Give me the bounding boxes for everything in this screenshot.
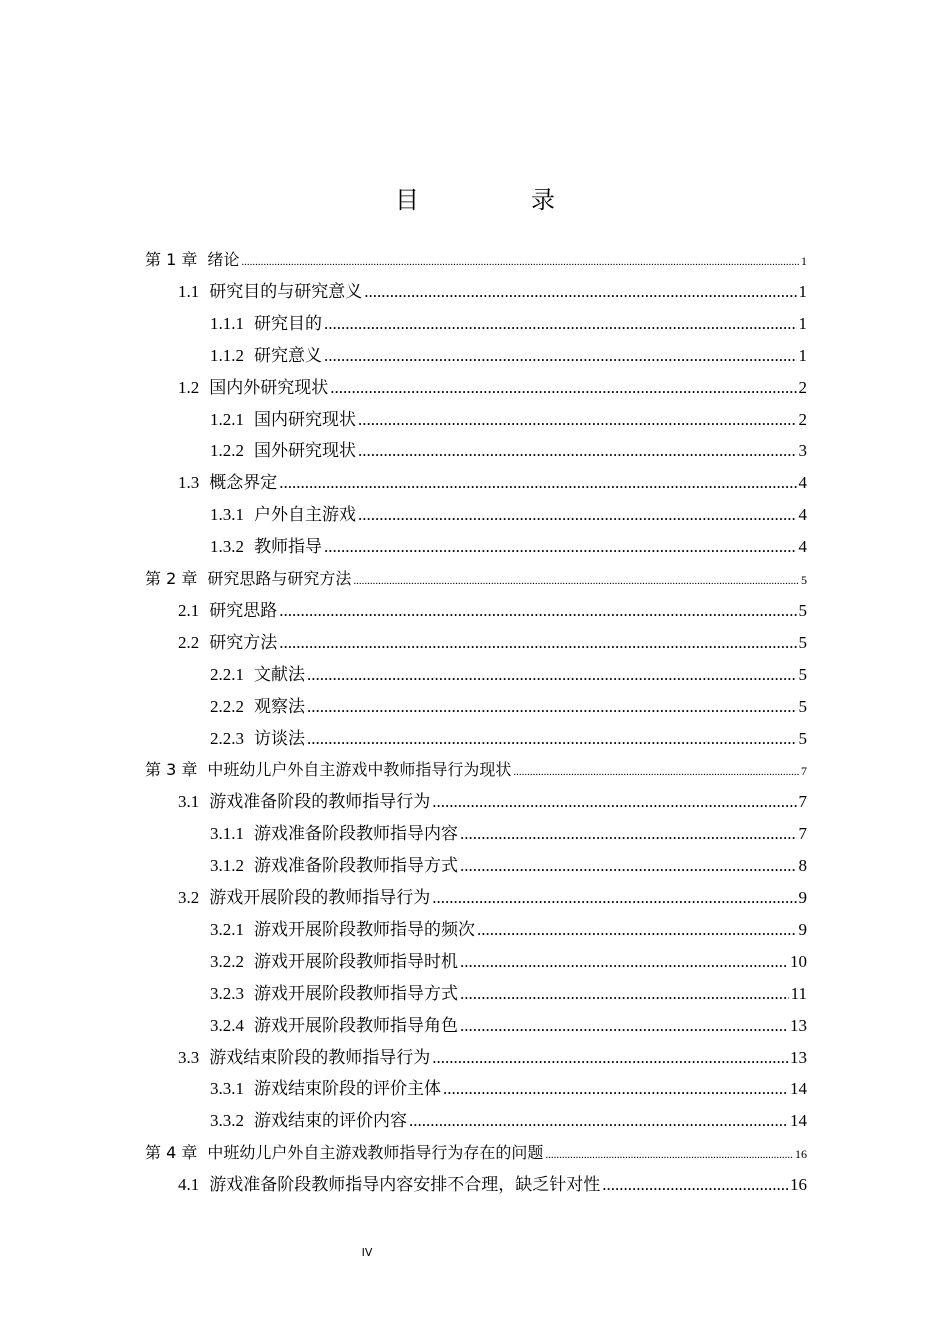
toc-entry-page: 13 [790,1047,807,1067]
toc-entry-title: 文献法 [254,664,305,684]
toc-entry-page: 1 [798,345,807,365]
toc-entry-page: 8 [798,856,807,876]
toc-entry-page: 9 [798,888,807,907]
toc-leader-dots [443,1073,788,1105]
toc-entry-number: 3.2.2 [210,951,244,971]
toc-entry-number: 3.3.2 [210,1111,244,1131]
toc-entry-page: 5 [798,600,807,620]
toc-entry-number: 1.3.2 [210,537,244,557]
toc-leader-dots [358,404,797,436]
toc-entry-number: 3.1.2 [210,856,244,876]
toc-entry[interactable] [210,659,807,691]
toc-entry-page: 10 [790,951,807,971]
toc-entry-page: 13 [790,1015,807,1035]
toc-entry-number: 3.2 [178,888,200,907]
toc-entry-number: 2.2.1 [210,664,244,684]
toc-leader-dots [358,435,797,467]
toc-leader-dots [279,627,796,659]
toc-entry-page: 4 [798,537,807,557]
toc-entry-page: 3 [798,441,807,461]
toc-entry[interactable] [178,467,807,499]
toc-entry-page: 5 [801,573,807,587]
toc-entry[interactable] [210,1073,807,1105]
toc-entry-number: 1.1.1 [210,313,244,333]
toc-leader-dots [324,340,797,372]
toc-entry[interactable] [178,627,807,659]
toc-entry-number: 第 3 章 [145,760,198,780]
toc-leader-dots [307,659,797,691]
toc-leader-dots [409,1105,788,1137]
toc-leader-dots [460,946,788,978]
toc-entry-page: 2 [798,409,807,429]
toc-entry[interactable] [178,1169,807,1201]
toc-entry[interactable] [145,754,807,786]
toc-entry[interactable] [145,1137,807,1169]
toc-entry-page: 2 [798,377,807,397]
toc-entry-title: 中班幼儿户外自主游戏中教师指导行为现状 [207,760,512,780]
toc-entry-title: 游戏准备阶段教师指导内容安排不合理，缺乏针对性 [209,1175,601,1195]
toc-leader-dots [460,978,789,1010]
toc-entry-title: 游戏开展阶段教师指导的频次 [254,919,475,939]
toc-leader-dots [460,1010,788,1042]
toc-leader-dots [279,467,796,499]
toc-entry[interactable] [210,435,807,467]
toc-entry[interactable] [210,914,807,946]
toc-leader-dots [358,499,797,531]
toc-entry-title: 研究方法 [209,632,278,652]
toc-entry-title: 游戏结束的评价内容 [254,1111,407,1131]
toc-entry-number: 1.1.2 [210,345,244,365]
toc-entry-number: 1.3 [178,473,200,493]
toc-entry[interactable] [210,1105,807,1137]
toc-entry-page: 5 [798,632,807,652]
toc-entry-number: 3.2.1 [210,919,244,939]
toc-entry-title: 研究思路 [209,600,278,620]
toc-entry[interactable] [210,691,807,723]
toc-entry-number: 3.2.4 [210,1015,244,1035]
toc-entry[interactable] [210,340,807,372]
toc-entry-title: 研究目的 [254,313,322,333]
toc-entry-page: 4 [798,505,807,525]
toc-entry-title: 游戏开展阶段的教师指导行为 [209,888,431,907]
toc-leader-dots [432,882,796,914]
toc-entry-page: 16 [790,1175,807,1195]
toc-entry-number: 2.2.2 [210,696,244,716]
toc-entry-title: 研究意义 [254,345,322,365]
toc-entry-title: 游戏结束阶段的评价主体 [254,1079,441,1099]
toc-entry-page: 5 [798,664,807,684]
toc-entry-number: 1.3.1 [210,505,244,525]
toc-leader-dots [324,531,797,563]
toc-leader-dots [432,1042,788,1074]
toc-entry-page: 1 [801,254,807,268]
toc-leader-dots [432,786,796,818]
toc-entry-number: 第 2 章 [145,569,198,588]
toc-entry[interactable] [210,308,807,340]
toc-leader-dots [545,1139,793,1171]
toc-entry[interactable] [210,723,807,755]
toc-entry-number: 第 4 章 [145,1143,198,1163]
toc-entry[interactable] [178,595,807,627]
toc-entry[interactable] [178,1042,807,1074]
toc-entry-title: 游戏结束阶段的教师指导行为 [209,1047,431,1067]
toc-entry-title: 研究思路与研究方法 [207,569,352,588]
toc-entry-title: 绪论 [207,250,240,269]
toc-entry-title: 游戏开展阶段教师指导方式 [254,983,458,1003]
toc-entry-title: 研究目的与研究意义 [209,281,363,301]
toc-entry[interactable] [178,372,807,404]
toc-entry[interactable] [178,276,807,308]
toc-leader-dots [364,276,796,308]
page-number: IV [361,1246,373,1259]
toc-leader-dots [513,756,799,788]
toc-entry[interactable] [210,404,807,436]
toc-leader-dots [353,565,799,597]
toc-entry-title: 观察法 [254,696,305,716]
toc-entry-title: 访谈法 [254,728,305,748]
toc-entry-title: 国外研究现状 [254,441,356,461]
toc-entry-page: 7 [798,792,807,812]
toc-entry-number: 4.1 [178,1175,200,1195]
toc-entry-page: 16 [795,1147,807,1162]
toc-entry-number: 3.3 [178,1047,200,1067]
toc-entry-number: 第 1 章 [145,250,198,269]
toc-leader-dots [477,914,797,946]
toc-entry[interactable] [210,978,807,1010]
toc-entry-number: 2.1 [178,600,200,620]
toc-entry-page: 4 [798,473,807,493]
toc-entry-number: 2.2.3 [210,728,244,748]
toc-entry-page: 5 [798,696,807,716]
toc-entry-number: 3.1 [178,792,200,812]
toc-entry-page: 14 [790,1111,807,1131]
toc-entry-page: 7 [798,824,807,844]
toc-entry-page: 1 [798,281,807,301]
toc-entry-number: 2.2 [178,632,200,652]
toc-entry-number: 3.2.3 [210,983,244,1003]
toc-entry[interactable] [178,882,807,914]
toc-entry-title: 游戏开展阶段教师指导时机 [254,951,458,971]
toc-leader-dots [241,246,799,278]
toc-entry-title: 中班幼儿户外自主游戏教师指导行为存在的问题 [207,1143,544,1163]
toc-entry-number: 3.1.1 [210,824,244,844]
toc-entry[interactable] [210,1010,807,1042]
toc-entry-page: 11 [790,983,807,1003]
toc-entry-number: 1.2.2 [210,441,244,461]
toc-entry-number: 1.1 [178,281,200,301]
toc-leader-dots [307,723,797,755]
toc-entry-page: 9 [798,919,807,939]
toc-entry[interactable] [210,850,807,882]
toc-leader-dots [307,691,797,723]
toc-leader-dots [460,818,797,850]
toc-entry-title: 户外自主游戏 [254,505,356,525]
toc-entry-page: 7 [801,764,807,779]
toc-entry-page: 1 [798,313,807,333]
toc-entry[interactable] [178,786,807,818]
toc-entry-number: 1.2.1 [210,409,244,429]
toc-entry-title: 教师指导 [254,537,322,557]
toc-entry-page: 5 [798,728,807,748]
toc-entry-title: 游戏准备阶段教师指导方式 [254,856,458,876]
toc-entry-title: 游戏准备阶段的教师指导行为 [209,792,431,812]
toc-entry[interactable] [210,818,807,850]
toc-entry[interactable] [210,531,807,563]
toc-leader-dots [330,372,796,404]
toc-entry[interactable] [145,244,807,276]
toc-leader-dots [279,595,796,627]
toc-leader-dots [324,308,797,340]
toc-leader-dots [602,1169,788,1201]
toc-entry-number: 1.2 [178,377,200,397]
toc-leader-dots [460,850,797,882]
toc-entry-page: 14 [790,1079,807,1099]
toc-entry[interactable] [145,563,807,595]
toc-entry-title: 游戏准备阶段教师指导内容 [254,824,458,844]
toc-entry-number: 3.3.1 [210,1079,244,1099]
toc-entry-title: 游戏开展阶段教师指导角色 [254,1015,458,1035]
toc-entry-title: 概念界定 [209,473,278,493]
toc-entry[interactable] [210,499,807,531]
page-title: 目 录 [395,186,599,214]
toc-entry[interactable] [210,946,807,978]
toc-entry-title: 国内外研究现状 [209,377,329,397]
toc-entry-title: 国内研究现状 [254,409,356,429]
